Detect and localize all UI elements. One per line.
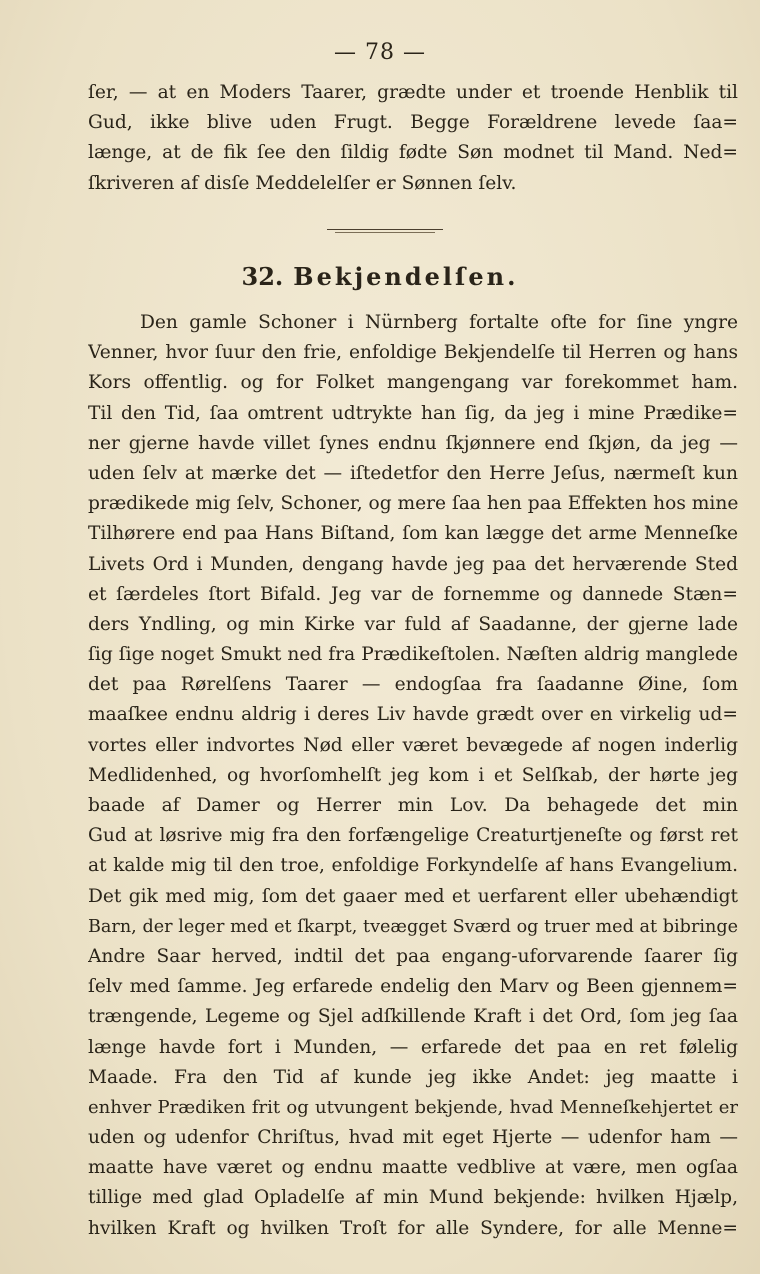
text-line: uden og udenfor Chriſtus, hvad mit eget Hjerte — udenfor ham — — [88, 1127, 738, 1149]
text-line: Den gamle Schoner i Nürnberg fortalte ofte for ſine yngre — [140, 312, 738, 333]
text-line: Livets Ord i Munden, dengang havde jeg paa det herværende Sted — [88, 553, 738, 575]
text-line: ſer, — at en Moders Taarer, grædte under et troende Henblik til — [88, 82, 738, 103]
text-line: maaſkee endnu aldrig i deres Liv havde grædt over en virkelig ud= — [88, 704, 738, 726]
text-line: trængende, Legeme og Sjel adſkillende Kraft i det Ord, ſom jeg ſaa — [88, 1006, 738, 1028]
text-line: et ſærdeles ſtort Bifald. Jeg var de fornemme og dannede Stæn= — [88, 583, 738, 605]
intro-paragraph — [88, 78, 738, 199]
text-line: længe havde fort i Munden, — erfarede det paa en ret følelig — [88, 1036, 738, 1058]
text-line: ſelv med ſamme. Jeg erfarede endelig den Marv og Been gjennem= — [88, 976, 738, 998]
text-line: Til den Tid, ſaa omtrent udtrykte han ſig, da jeg i mine Prædike= — [88, 402, 738, 424]
text-line: Andre Saar herved, indtil det paa engang-uforvarende ſaarer ſig — [88, 945, 738, 967]
text-line: ſig ſige noget Smukt ned fra Prædikeſtolen. Næſten aldrig manglede — [88, 644, 738, 666]
text-line: Venner, hvor ſuur den frie, enfoldige Bekjendelſe til Herren og hans — [88, 342, 738, 364]
text-line: Kors offentlig. og for Folket mangengang var forekommet ham. — [88, 372, 738, 394]
text-line: enhver Prædiken frit og utvungent bekjende, hvad Menneſkehjertet er — [88, 1096, 738, 1118]
text-line: uden ſelv at mærke det — iſtedetfor den Herre Jeſus, nærmeſt kun — [88, 462, 738, 484]
page-number: — 78 — — [334, 40, 426, 65]
text-line: ner gjerne havde villet ſynes endnu ſkjønnere end ſkjøn, da jeg — — [88, 432, 738, 454]
section-divider — [327, 229, 443, 230]
text-line: ſkriveren af disſe Meddelelſer er Sønnen ſelv. — [88, 172, 517, 194]
text-line: vortes eller indvortes Nød eller været bevægede af nogen inderlig — [88, 734, 738, 756]
section-title: Bekjendelſen. — [293, 262, 519, 291]
text-line: Gud, ikke blive uden Frugt. Begge Forældrene levede ſaa= — [88, 112, 738, 134]
text-line: Det gik med mig, ſom det gaaer med et uerfarent eller ubehændigt — [88, 885, 738, 907]
text-line: Medlidenhed, og hvorſomhelſt jeg kom i et Selſkab, der hørte jeg — [88, 764, 738, 786]
text-line: det paa Rørelſens Taarer — endogſaa fra ſaadanne Øine, ſom — [88, 674, 738, 696]
text-line: Maade. Fra den Tid af kunde jeg ikke Andet: jeg maatte i — [88, 1066, 738, 1088]
text-line: baade af Damer og Herrer min Lov. Da behagede det min — [88, 795, 738, 816]
text-line: tillige med glad Opladelſe af min Mund bekjende: hvilken Hjælp, — [88, 1187, 738, 1209]
text-line: ders Yndling, og min Kirke var fuld af Saadanne, der gjerne lade — [88, 613, 738, 635]
text-line: hvilken Kraft og hvilken Troſt for alle Syndere, for alle Menne= — [88, 1217, 738, 1239]
text-line: Barn, der leger med et ſkarpt, tveægget Sværd og truer med at bibringe — [88, 916, 738, 937]
text-line: prædikede mig ſelv, Schoner, og mere ſaa hen paa Effekten hos mine — [88, 493, 738, 515]
text-line: at kalde mig til den troe, enfoldige Forkyndelſe af hans Evangelium. — [88, 855, 738, 877]
text-line: Gud at løsrive mig fra den forfængelige Creaturtjeneſte og først ret — [88, 825, 738, 847]
text-line: længe, at de fik ſee den ſildig fødte Søn modnet til Mand. Ned= — [88, 142, 738, 164]
section-heading — [0, 262, 760, 291]
body-paragraph — [88, 308, 738, 1244]
section-number: 32. — [241, 262, 284, 291]
text-line: Tilhørere end paa Hans Biſtand, ſom kan lægge det arme Menneſke — [88, 523, 738, 545]
text-line: maatte have været og endnu maatte vedblive at være, men ogſaa — [88, 1157, 738, 1179]
